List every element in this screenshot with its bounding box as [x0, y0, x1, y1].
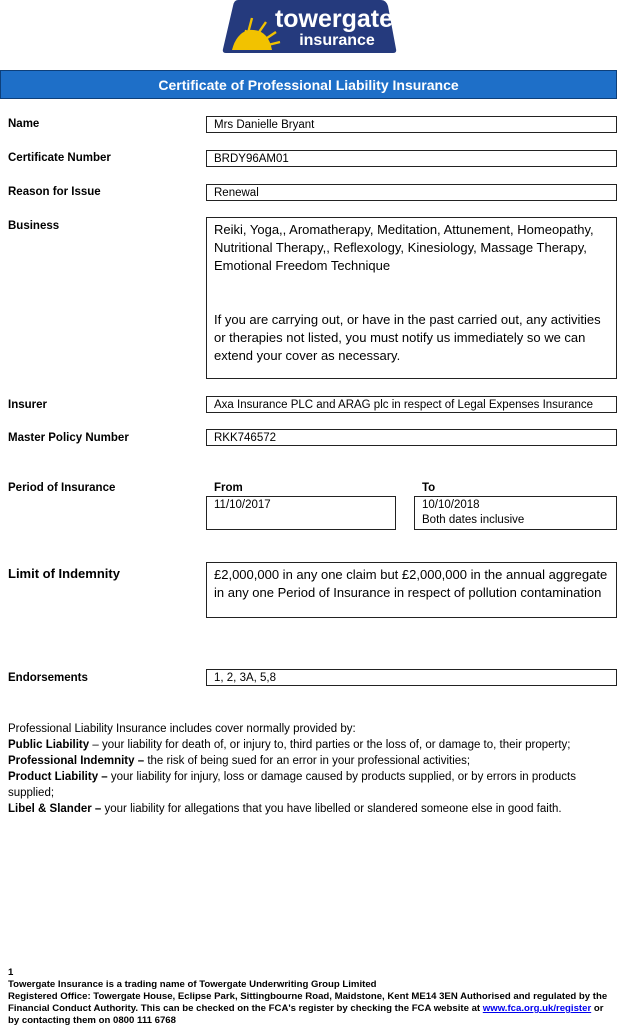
master-policy-value: RKK746572 [206, 429, 617, 446]
period-to-note: Both dates inclusive [422, 514, 525, 526]
cover-item: Libel & Slander – your liability for allegations that you have libelled or slandered someone else in good faith. [8, 803, 562, 815]
certificate-number-label: Certificate Number [8, 152, 111, 164]
reason-value: Renewal [206, 184, 617, 201]
period-from-box [206, 496, 396, 530]
period-to-value: 10/10/2018 [422, 499, 480, 511]
towergate-logo [222, 0, 397, 53]
cover-item: Public Liability – your liability for death of, or injury to, third parties or the loss of, or damage to, their property; [8, 739, 571, 751]
name-label: Name [8, 118, 40, 130]
page-number: 1 [8, 967, 14, 978]
endorsements-value: 1, 2, 3A, 5,8 [206, 669, 617, 686]
footer-trading-name: Towergate Insurance is a trading name of Towergate Underwriting Group Limited [8, 979, 377, 990]
cover-item: Professional Indemnity – the risk of being sued for an error in your professional activities; [8, 755, 471, 767]
certificate-number-value: BRDY96AM01 [206, 150, 617, 167]
certificate-title: Certificate of Professional Liability Insurance [0, 70, 617, 99]
business-box [206, 217, 617, 379]
master-policy-label: Master Policy Number [8, 432, 129, 444]
period-to-box [414, 496, 617, 530]
fca-register-link[interactable]: www.fca.org.uk/register [482, 1003, 592, 1014]
insurer-label: Insurer [8, 399, 47, 411]
period-from-label: From [214, 482, 243, 494]
period-label: Period of Insurance [8, 482, 116, 494]
limit-label: Limit of Indemnity [8, 566, 120, 581]
logo-line1: towergate [274, 5, 394, 33]
reason-label: Reason for Issue [8, 186, 101, 198]
footer-registered-office: Registered Office: Towergate House, Eclipse Park, Sittingbourne Road, Maidstone, Kent ME14 3EN Authorised and regulated by the Financial Conduct Authority. This can be checked on the FCA's register by checking the FCA website at www.fca.org.uk/register or by contacting them on 0800 111 6768 [8, 991, 608, 1026]
endorsements-label: Endorsements [8, 672, 88, 684]
cover-intro: Professional Liability Insurance includes cover normally provided by: [8, 723, 356, 735]
business-notice: If you are carrying out, or have in the past carried out, any activities or therapies not listed, you must notify us immediately so we can extend your cover as necessary. [214, 312, 601, 363]
name-value: Mrs Danielle Bryant [206, 116, 617, 133]
cover-info [8, 721, 614, 817]
business-value: Reiki, Yoga,, Aromatherapy, Meditation, Attunement, Homeopathy, Nutritional Therapy,, Reflexology, Kinesiology, Massage Therapy, Emotional Freedom Technique [214, 222, 594, 273]
business-label: Business [8, 220, 60, 232]
footer [8, 967, 614, 1027]
insurer-value: Axa Insurance PLC and ARAG plc in respect of Legal Expenses Insurance [206, 396, 617, 413]
period-from-value: 11/10/2017 [214, 499, 271, 511]
cover-item: Product Liability – your liability for injury, loss or damage caused by products supplied, or by errors in products supplied; [8, 771, 577, 799]
limit-value: £2,000,000 in any one claim but £2,000,000 in the annual aggregate in any one Period of Insurance in respect of pollution contamination [206, 562, 617, 618]
logo-line2: insurance [299, 32, 375, 49]
period-to-label: To [422, 482, 436, 494]
